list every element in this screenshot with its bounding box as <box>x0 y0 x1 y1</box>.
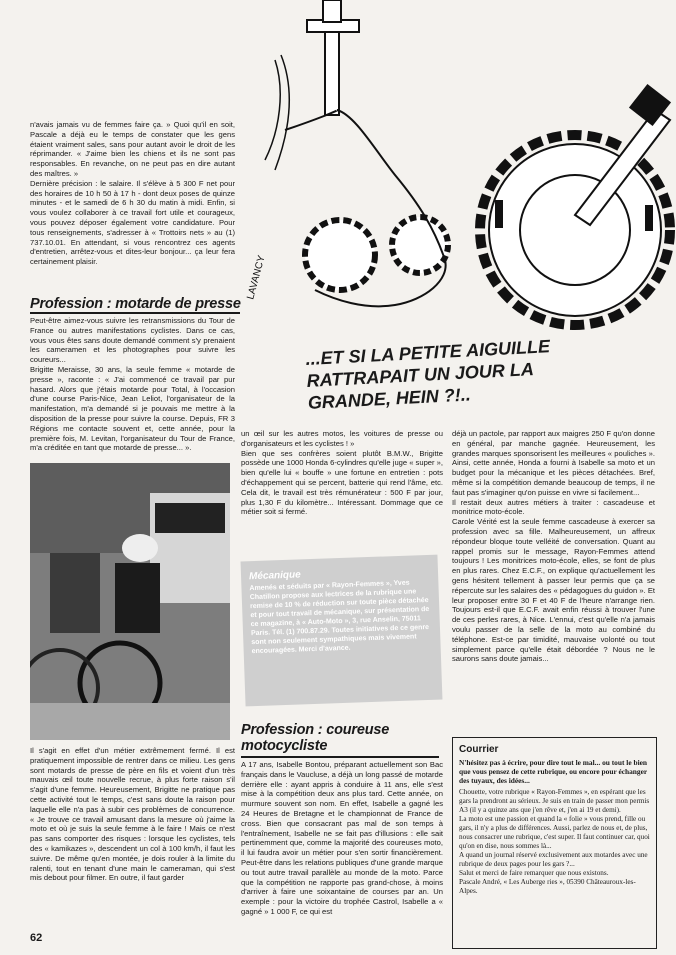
article-paragraph: Il s'agit en effet d'un métier extrêmement fermé. Il est pratiquement impossible de rentrer dans ce milieu. Les gens sont motards de presse de père en fils et voient d'un très mauvais œil toute nouvelle recrue, à plus forte raison s'il s'agit d'une femme. Heureusement, Brigitte ne pratique pas cette activité tout le temps, c'est sans doute la raison pour laquelle elle n'a pas à subir ces problèmes de concurrence. « Je trouve ce travail amusant dans la mesure où j'aime la moto et où je suis la seule femme à le faire ! Mais ce n'est pas sans comporter des risques : lorsque les cyclistes, tels des « kamikazes », descendent un col à 100 km/h, il faut les suivre. De même qu'en montée, je dois rouler à la limite du ralenti, tout en tenant d'une main le cameraman, qui s'est mis debout pour filmer. En outre, il faut garder <box>30 746 235 883</box>
article2-text <box>241 760 443 917</box>
courrier-title: Courrier <box>459 744 499 755</box>
letter-paragraph: Chouette, votre rubrique « Rayon-Femmes », en espérant que les gars la prendront au sérieux. Je suis en train de passer mon permis A3 (il y a quinze ans que j'en rêve et, j'en ai 19 et demi). <box>459 788 650 814</box>
article-paragraph: A 17 ans, Isabelle Bontou, préparant actuellement son Bac français dans le Vaucluse, a déjà un long passé de motarde derrière elle : ayant appris à conduire à 11 ans, elle s'est mise à la compétition deux ans plus tard. Cette année, on murmure souvent son nom. En effet, Isabelle a gagné les 24 Heures de Bretagne et le championnat de France de cross. Bien que consacrant pas mal de son temps à l'entraînement, Isabelle ne se fait pas d'illusions : elle sait pertinemment que, comme la majorité des coureuses moto, il lui faudra avoir un métier pour s'en sortir financièrement. Peut-être dans les relations publiques d'une grande marque ou tout autre travail parallèle au monde de la moto. Parce que la compétition ne rapporte pas grand-chose, à moins d'arriver à faire une soixantaine de courses par an. Un exemple : pour la victoire du trophée Castrol, Isabelle a « gagné » 1 000 F, ce qui est <box>241 760 443 916</box>
courrier-lead: N'hésitez pas à écrire, pour dire tout le mal... ou tout le bien que vous pensez de cette rubrique, ou encore pour échanger des tuyaux, des idées... <box>459 758 648 785</box>
letter-paragraph: La moto est une passion et quand la « folie » vous prend, fille ou gars, il n'y a plus de différences. Aussi, parlez de nous et, de plus, nous consacrer une rubrique, c'est super. Il faut continuer car, quoi qu'on en dise, nous sommes là... <box>459 815 650 850</box>
article-paragraph: Carole Vérité est la seule femme cascadeuse à exercer sa profession avec sa fille. Malheureusement, un affreux répondeur bloque toute velléité de conversation. Quant au rappel promis sur le message, Rayon-Femmes attend toujours ! Les monitrices moto-école, elles, se font de plus en plus rares. Chez E.C.F., on explique qu'actuellement les gens hésitent tellement à passer leur permis que ça se répercute sur les salaires des « pédagogues du guidon ». Et leur proposer entre 30 F et 40 F de l'heure n'arrange rien. Toujours est-il que E.C.F. avait enfin réussi à trouver l'une de ces perles rares, à Nice. L'ennui, c'est qu'elle n'a jamais voulu passer de la selle de la moto au combiné du téléphone. Est-ce par timidité, mauvaise volonté ou tout simplement parce qu'elle était débordée ? Nous ne le saurons sans doute jamais... <box>452 517 655 664</box>
article-paragraph: un œil sur les autres motos, les voitures de presse ou d'organisateurs et les cyclistes ! » <box>241 429 443 448</box>
cartoon-caption: ...ET SI LA PETITE AIGUILLE RATTRAPAIT UN JOUR LA GRANDE, HEIN ?!.. <box>305 336 551 413</box>
cycling-photo <box>30 463 230 740</box>
article-heading-coureuse: Profession : coureuse motocycliste <box>241 722 390 754</box>
article-paragraph: déjà un pactole, par rapport aux maigres 250 F qu'on donne en général, par manche gagnée. Heureusement, les grandes marques sponsorisent les meilleures « pouliches ». Ainsi, cette année, Honda a fourni à Isabelle sa moto et un budget pour la mécanique et les pièces détachées. Bref, même si la compétition demande beaucoup de temps, il ne faut pas s'imaginer qu'on puisse en vivre si facilement... <box>452 429 655 497</box>
letter-paragraph: Salut et merci de faire remarquer que nous existons. <box>459 869 609 877</box>
cyclist-illustration <box>30 463 230 740</box>
heading-rule <box>30 312 240 314</box>
article-paragraph: Peut-être aimez-vous suivre les retransmissions du Tour de France ou autres manifestations cyclistes. Dans ce cas, vous vous êtes sans doute demandé comment s'y prenaient les cameramen et les photographes pour suivre les coureurs... <box>30 316 235 365</box>
courrier-letter <box>459 788 650 896</box>
cartoon-signature: LAVANCY <box>245 254 268 301</box>
heading-rule <box>241 756 439 758</box>
mecanique-title: Mécanique <box>248 569 301 583</box>
letter-signature: Pascale André, « Les Auberge ries », 05390 Châteauroux-les-Alpes. <box>459 878 636 895</box>
article1-column3 <box>452 429 655 664</box>
article1-column2 <box>241 429 443 517</box>
article-paragraph: Bien que ses confrères soient plutôt B.M.W., Brigitte possède une 1000 Honda 6-cylindres qu'elle juge « super », bien qu'elle lui « bouffe » une fortune en entretien : pots d'échappement qui se percent, batterie qui rend l'âme, etc. Cela dit, le travail est très rémunérateur : 500 F par jour, plus 1,30 F du kilomètre... Intéressant. Dommage que ce métier soit si fermé. <box>241 448 443 517</box>
article-heading-motarde: Profession : motarde de presse <box>30 296 241 312</box>
intro-text <box>30 120 235 267</box>
article-paragraph: Brigitte Meraisse, 30 ans, la seule femme « motarde de presse », raconte : « J'ai commencé ce travail par pur hasard. Alors que j'étais motarde pour Total, à l'occasion d'une course Paris-Nice, Jean Leliot, l'organisateur de la manifestation, m'a demandé si je pouvais me mettre à la disposition de la presse pour suivre la course. Depuis, FR 3 Régions me contacte souvent et, cette année, pour la première fois, M. Levitan, l'organisateur du Tour de France, m'a créditée en tant que motarde de presse... ». <box>30 364 235 453</box>
article1-column1-bottom <box>30 746 235 883</box>
intro-paragraph: Dernière précision : le salaire. Il s'élève à 5 300 F net pour des horaires de 10 h 50 à 17 h - dont deux poses de quinze minutes - et le samedi de 6 h 30 du matin à midi. Enfin, si vous voulez collaborer à ce travail fort utile et courageux, vous pouvez déposer également votre candidature. Pour tous renseignements, s'adresser à « Trottoirs nets » au (1) 737.10.01. En attendant, si vous rencontrez ces agents d'entretien, arrêtez-vous et dites-leur bonjour... ça leur fera certainement plaisir. <box>30 178 235 267</box>
article-paragraph: Il restait deux autres métiers à traiter : cascadeuse et monitrice moto-école. <box>452 497 655 517</box>
courrier-box <box>452 737 657 949</box>
article1-column1 <box>30 316 235 453</box>
letter-paragraph: A quand un journal réservé exclusivement aux motardes avec une rubrique de deux pages pour les gars ?... <box>459 851 648 868</box>
mecanique-box <box>241 555 443 707</box>
mecanique-text: Amenés et séduits par « Rayon-Femmes », Yves Chatillon propose aux lectrices de la rubrique une remise de 10 % de réduction sur toute pièce détachée et pour tout travail de mécanique, sur présentation de ce magazine, à « Auto-Moto », 3, rue Anselin, 75011 Paris. Tél. (1) 700.87.29. Toutes initiatives de ce genre sont non seulement sympathiques mais vivement encouragées. Merci d'avance. <box>249 579 430 656</box>
intro-paragraph: n'avais jamais vu de femmes faire ça. » Quoi qu'il en soit, Pascale a déjà eu le temps de constater que les gens étaient vraiment sales, sans pour autant avoir le droit de les réprimander. « J'aime bien les chiens et ils ne sont pas responsables. En revanche, on ne peut pas en dire autant des maîtres. » <box>30 120 235 178</box>
page-number: 62 <box>30 932 43 944</box>
